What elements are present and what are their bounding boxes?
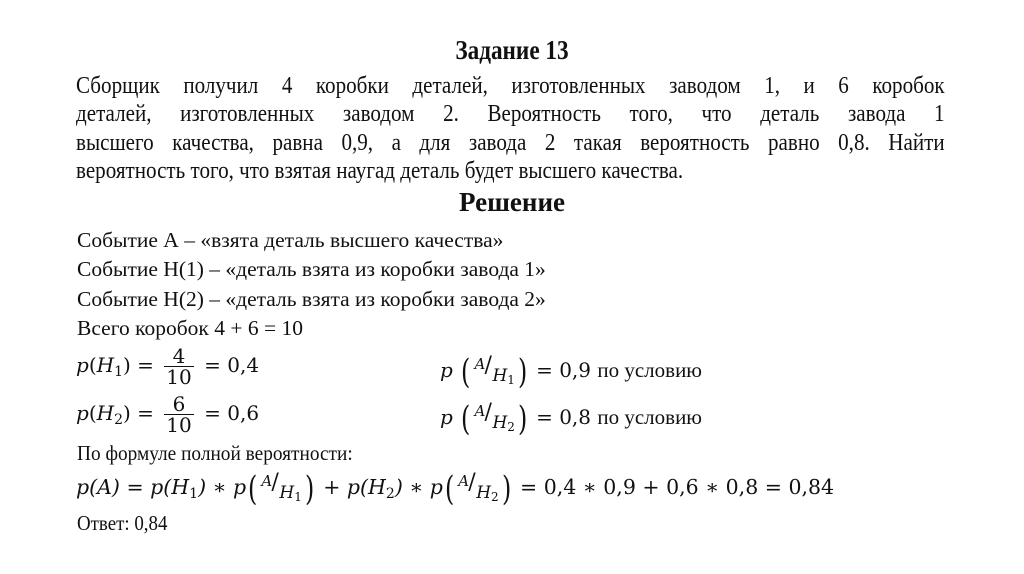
a-symbol: A bbox=[474, 402, 486, 420]
right-paren: ) bbox=[518, 399, 528, 439]
problem-statement bbox=[76, 72, 945, 186]
event-a-definition: Событие А – «взята деталь высшего качества» bbox=[77, 228, 504, 252]
denominator: 10 bbox=[166, 413, 192, 437]
condition-note: по условию bbox=[597, 358, 702, 382]
h-symbol: H bbox=[96, 401, 115, 425]
p-symbol: p bbox=[76, 401, 89, 425]
equals: = bbox=[137, 401, 154, 425]
h-symbol: H bbox=[96, 353, 115, 377]
left-paren: ( bbox=[248, 469, 258, 509]
h-symbol bbox=[279, 480, 301, 510]
a-symbol: A bbox=[261, 472, 273, 490]
slash: / bbox=[484, 353, 492, 378]
h-letter: H bbox=[279, 483, 295, 503]
conditional-fraction bbox=[472, 355, 516, 385]
paren: ) bbox=[123, 353, 131, 377]
equals: = bbox=[137, 353, 154, 377]
event-h1-definition: Событие Н(1) – «деталь взята из коробки завода 1» bbox=[77, 257, 546, 281]
task-title: Задание 13 bbox=[455, 35, 569, 65]
denominator: 10 bbox=[166, 365, 192, 389]
prior-value: 0,4 bbox=[227, 353, 260, 377]
right-paren: ) bbox=[305, 469, 315, 509]
left-paren: ( bbox=[461, 352, 471, 392]
prior-value: 0,6 bbox=[227, 401, 260, 425]
numerator: 6 bbox=[164, 394, 193, 415]
left-paren: ( bbox=[444, 469, 455, 509]
formula-part: ) ∗ p bbox=[394, 475, 443, 499]
conditional-h1-formula bbox=[440, 352, 702, 392]
a-symbol: A bbox=[474, 355, 486, 373]
fraction bbox=[164, 394, 193, 435]
conditional-h2-formula bbox=[440, 399, 702, 439]
condition-note: по условию bbox=[597, 405, 702, 429]
event-h2-definition: Событие Н(2) – «деталь взята из коробки завода 2» bbox=[77, 287, 546, 311]
problem-line: высшего качества, равна 0,9, а для завода 2 такая вероятность равно 0,8. Найти bbox=[76, 128, 945, 156]
equals: = bbox=[204, 401, 221, 425]
p-symbol: p bbox=[440, 405, 453, 429]
h-symbol bbox=[476, 480, 498, 510]
numerator: 4 bbox=[164, 346, 193, 367]
problem-line: вероятность того, что взятая наугад деталь будет высшего качества. bbox=[76, 157, 684, 185]
subscript: 2 bbox=[491, 490, 499, 504]
paren: ) bbox=[123, 401, 131, 425]
paren: ( bbox=[88, 353, 97, 377]
prior-h1-formula bbox=[76, 346, 259, 387]
solution-title: Решение bbox=[459, 187, 565, 217]
a-symbol: A bbox=[458, 472, 470, 490]
right-paren: ) bbox=[518, 352, 528, 392]
subscript: 1 bbox=[189, 486, 199, 502]
answer: Ответ: 0,84 bbox=[77, 511, 168, 535]
total-probability-formula bbox=[76, 469, 835, 509]
conditional-fraction bbox=[259, 472, 303, 502]
h-letter: H bbox=[492, 366, 508, 386]
right-paren: ) bbox=[502, 469, 512, 509]
slash: / bbox=[271, 470, 279, 495]
h-letter: H bbox=[476, 483, 492, 503]
total-probability-label: По формуле полной вероятности: bbox=[77, 441, 353, 465]
conditional-fraction bbox=[472, 402, 516, 432]
h-symbol bbox=[492, 363, 514, 393]
h-letter: H bbox=[492, 413, 508, 433]
formula-lhs: p(A) = p(H bbox=[76, 475, 190, 499]
formula-part: + p(H bbox=[323, 475, 386, 499]
subscript: 2 bbox=[507, 420, 515, 434]
h-symbol bbox=[492, 410, 514, 440]
p-symbol: p bbox=[440, 358, 453, 382]
subscript: 1 bbox=[507, 373, 515, 387]
problem-line: деталей, изготовленных заводом 2. Вероятность того, что деталь завода 1 bbox=[76, 100, 945, 128]
subscript: 1 bbox=[114, 364, 123, 380]
slash: / bbox=[468, 470, 476, 495]
formula-part: ) ∗ p bbox=[198, 475, 247, 499]
conditional-value: 0,8 bbox=[559, 405, 591, 429]
equals: = bbox=[204, 353, 221, 377]
equals: = bbox=[536, 358, 553, 382]
subscript: 2 bbox=[114, 412, 123, 428]
total-boxes: Всего коробок 4 + 6 = 10 bbox=[77, 316, 303, 340]
subscript: 1 bbox=[294, 490, 302, 504]
paren: ( bbox=[88, 401, 97, 425]
prior-h2-formula bbox=[76, 394, 259, 435]
slash: / bbox=[484, 400, 492, 425]
subscript: 2 bbox=[385, 486, 395, 502]
fraction bbox=[164, 346, 193, 387]
conditional-value: 0,9 bbox=[559, 358, 591, 382]
conditional-fraction bbox=[456, 472, 500, 502]
formula-result: = 0,4 ∗ 0,9 + 0,6 ∗ 0,8 = 0,84 bbox=[520, 475, 835, 499]
left-paren: ( bbox=[461, 399, 471, 439]
equals: = bbox=[536, 405, 553, 429]
problem-line: Сборщик получил 4 коробки деталей, изготовленных заводом 1, и 6 коробок bbox=[76, 72, 945, 99]
p-symbol: p bbox=[76, 353, 89, 377]
